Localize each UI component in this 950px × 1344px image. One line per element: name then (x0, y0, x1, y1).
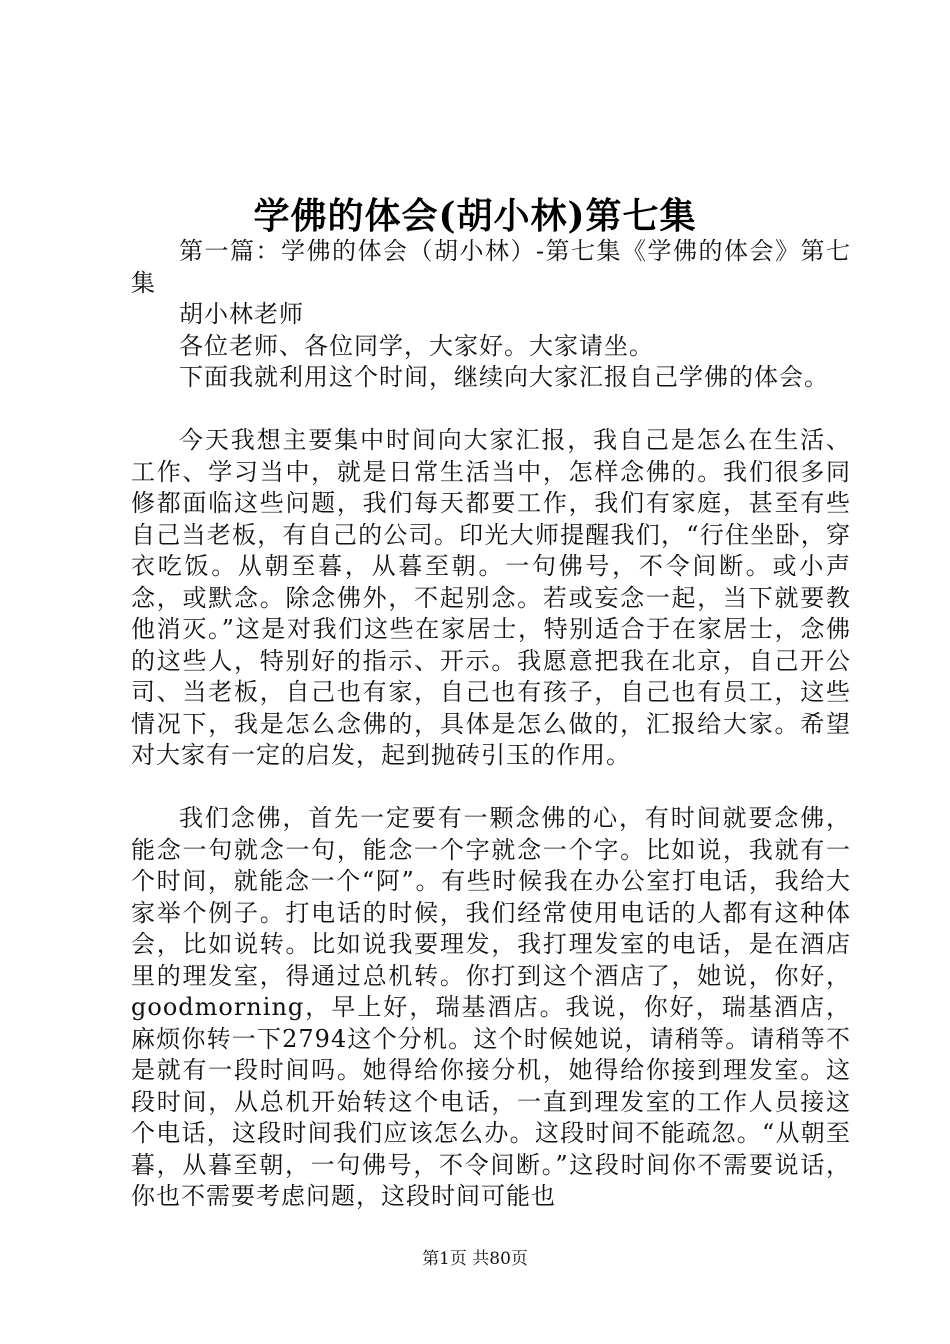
page-number-footer: 第1页 共80页 (422, 1249, 528, 1269)
paragraph-intro: 下面我就利用这个时间，继续向大家汇报自己学佛的体会。 (179, 363, 829, 391)
paragraph-heading: 第一篇：学佛的体会（胡小林）-第七集《学佛的体会》第七集 (131, 237, 851, 297)
paragraph: 我们念佛，首先一定要有一颗念佛的心，有时间就要念佛，能念一句就念一句，能念一个字就念一个字。比如说，我就有一个时间，就能念一个“阿”。有些时候我在办公室打电话，我给大家举个例子。打电话的时候，我们经常使用电话的人都有这种体会，比如说转。比如说我要理发，我打理发室的电话，是在酒店里的理发室，得通过总机转。你打到这个酒店了，她说，你好，goodmorning，早上好，瑞基酒店。我说，你好，瑞基酒店，麻烦你转一下2794这个分机。这个时候她说，请稍等。请稍等不是就有一段时间吗。她得给你接分机，她得给你接到理发室。这段时间，从总机开始转这个电话，一直到理发室的工作人员接这个电话，这段时间我们应该怎么办。这段时间不能疏忽。“从朝至暮，从暮至朝，一句佛号，不令间断。”这段时间你不需要说话，你也不需要考虑问题，这段时间可能也 (131, 804, 851, 1210)
page-title: 学佛的体会(胡小林)第七集 (253, 195, 697, 237)
paragraph-author: 胡小林老师 (179, 300, 304, 328)
paragraph: 今天我想主要集中时间向大家汇报，我自己是怎么在生活、工作、学习当中，就是日常生活当中，怎样念佛的。我们很多同修都面临这些问题，我们每天都要工作，我们有家庭，甚至有些自己当老板，有自己的公司。印光大师提醒我们，“行住坐卧，穿衣吃饭。从朝至暮，从暮至朝。一句佛号，不令间断。或小声念，或默念。除念佛外，不起别念。若或妄念一起，当下就要教他消灭。”这是对我们这些在家居士，特别适合于在家居士，念佛的这些人，特别好的指示、开示。我愿意把我在北京，自己开公司、当老板，自己也有家，自己也有孩子，自己也有员工，这些情况下，我是怎么念佛的，具体是怎么做的，汇报给大家。希望对大家有一定的启发，起到抛砖引玉的作用。 (131, 426, 851, 769)
document-body (131, 236, 851, 1213)
paragraph-greeting: 各位老师、各位同学，大家好。大家请坐。 (179, 331, 654, 360)
